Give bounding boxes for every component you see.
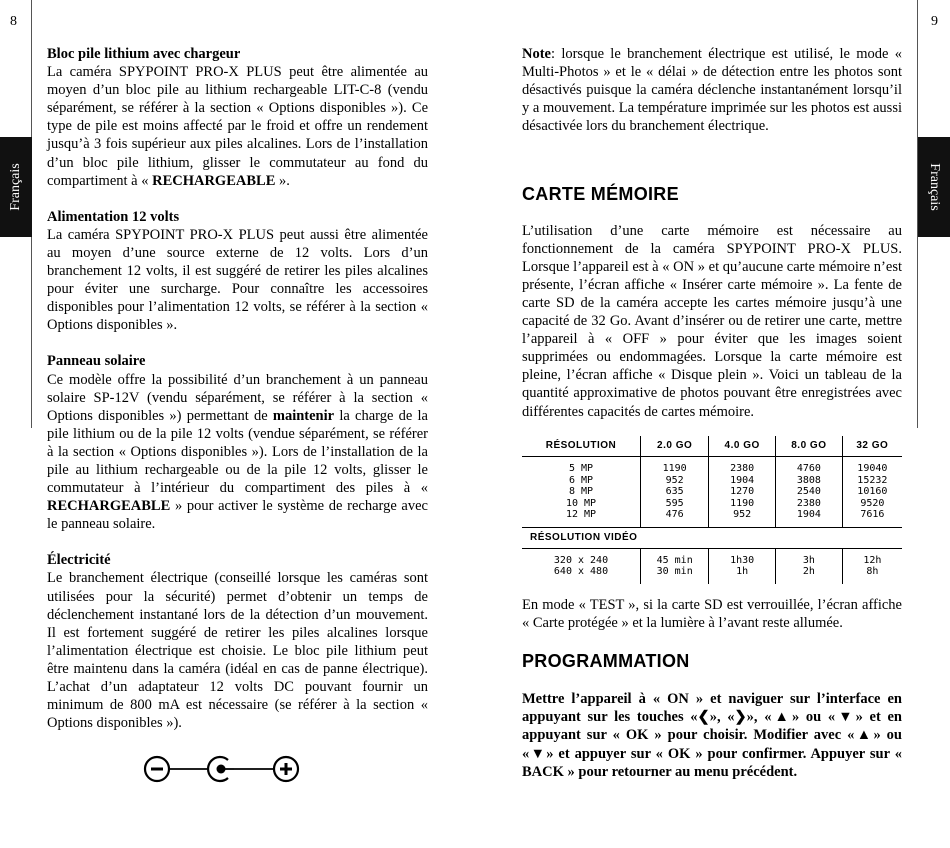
table-cell: 1h30 bbox=[709, 555, 776, 567]
table-spacer-cell bbox=[522, 578, 641, 584]
section-solar bbox=[47, 352, 428, 533]
section-lithium bbox=[47, 45, 428, 190]
table-cell: 8h bbox=[842, 566, 902, 578]
section-title: Panneau solaire bbox=[47, 353, 146, 370]
table-cell: 45 min bbox=[641, 555, 709, 567]
table-header-cell: 32 GO bbox=[842, 436, 902, 457]
table-spacer-row bbox=[522, 578, 902, 584]
table-cell: 30 min bbox=[641, 566, 709, 578]
table-cell: 10 MP bbox=[565, 497, 597, 509]
table-cell: 6 MP bbox=[568, 474, 594, 486]
table-cell: 1904 bbox=[709, 475, 776, 487]
table-cell: 12 MP bbox=[565, 509, 597, 520]
table-row bbox=[522, 463, 902, 475]
section-title: Électricité bbox=[47, 552, 111, 569]
table-cell: 2380 bbox=[709, 463, 776, 475]
table-row bbox=[522, 555, 902, 567]
table-header-row bbox=[522, 436, 902, 457]
table-cell: 4760 bbox=[776, 463, 843, 475]
note-paragraph: Note: lorsque le branchement électrique est utilisé, le mode « Multi-Photos » et le « délai » de détection entre les photos sont désactivés puisque la caméra déclenche instantanément lorsqu’il y a mouvement. La température imprimée sur les photos est aussi désactivée lors du branchement électrique. bbox=[522, 46, 902, 135]
memory-card-body: L’utilisation d’une carte mémoire est nécessaire au fonctionnement de la caméra SPYPOINT PRO-X PLUS. Lorsque l’appareil est à « ON » et qu’aucune carte mémoire n’est présente, l’écran affiche « Insérer carte mémoire ». La fente de carte SD de la caméra accepte les cartes mémoire jusqu’à une capacité de 32 Go. Avant d’insérer ou de retirer une carte, mettre l’appareil à « OFF » pour éviter que les images soient supprimées ou endommagées. Lorsque la carte mémoire est pleine, l’écran affiche « Disque plein ». Voici un tableau de la quantité approximative de photos pouvant être enregistrées avec différentes capacités de cartes mémoire. bbox=[522, 222, 902, 420]
table-header-cell: 4.0 GO bbox=[709, 436, 776, 457]
section-title: Bloc pile lithium avec chargeur bbox=[47, 46, 241, 62]
test-mode-paragraph: En mode « TEST », si la carte SD est verrouillée, l’écran affiche « Carte protégée » et la lumière à l’avant reste allumée. bbox=[522, 597, 902, 632]
table-spacer-cell bbox=[709, 578, 776, 584]
page-number-left: 8 bbox=[10, 14, 17, 29]
table-spacer-cell bbox=[641, 578, 709, 584]
capacity-table bbox=[522, 436, 902, 584]
table-cell: 7616 bbox=[842, 509, 902, 521]
left-column bbox=[47, 45, 428, 750]
table-cell: 5 MP bbox=[568, 463, 594, 474]
table-cell: 476 bbox=[641, 509, 709, 521]
page-number-right: 9 bbox=[931, 14, 938, 29]
right-column bbox=[522, 45, 902, 421]
table-cell: 1190 bbox=[641, 463, 709, 475]
table-cell: 2540 bbox=[776, 486, 843, 498]
table-header-cell: 8.0 GO bbox=[776, 436, 843, 457]
section-12v bbox=[47, 208, 428, 335]
right-column-lower bbox=[522, 596, 902, 781]
table-cell: 595 bbox=[641, 498, 709, 510]
table-cell: 19040 bbox=[842, 463, 902, 475]
memory-card-heading: CARTE MÉMOIRE bbox=[522, 184, 679, 205]
table-cell: 3h bbox=[776, 555, 843, 567]
table-cell: 1h bbox=[709, 566, 776, 578]
table-cell: 635 bbox=[641, 486, 709, 498]
language-tab-label: Français bbox=[927, 163, 942, 211]
table-cell: 1270 bbox=[709, 486, 776, 498]
table-cell: 952 bbox=[709, 509, 776, 521]
table-cell: 2380 bbox=[776, 498, 843, 510]
table-cell: 8 MP bbox=[568, 486, 594, 497]
section-title: Alimentation 12 volts bbox=[47, 208, 180, 225]
language-tab-right bbox=[918, 137, 950, 237]
table-row bbox=[522, 498, 902, 510]
section-body: Le branchement électrique (conseillé lorsque les caméras sont utilisées pour la sécurité) permet d’obtenir un temps de déclenchement instantané lors de la détection d’un mouvement. Il est fortement suggéré de retirer les piles alcalines lorsque l’alimentation électrique est choisie. Le bloc pile lithium peut être maintenu dans la caméra (idéal en cas de panne électrique). L’achat d’un adaptateur 12 volts DC pouvant fournir un minimum de 800 mA est nécessaire (se référer à la section « Options disponibles »). bbox=[47, 570, 428, 732]
programming-body: Mettre l’appareil à « ON » et naviguer sur l’interface en appuyant sur les touches «❮», «❯», «▲» ou «▼» et en appuyant sur « OK » pour choisir. Modifier avec «▲» ou «▼» et appuyer sur « OK » pour confirmer. Appuyer sur « BACK » pour retourner au menu précédent. bbox=[522, 691, 902, 780]
table-row bbox=[522, 475, 902, 487]
table-cell: 15232 bbox=[842, 475, 902, 487]
video-subheader: RÉSOLUTION VIDÉO bbox=[522, 527, 902, 548]
table-row bbox=[522, 509, 902, 521]
table-spacer-cell bbox=[842, 578, 902, 584]
language-tab-left bbox=[0, 137, 32, 237]
table-cell: 1190 bbox=[709, 498, 776, 510]
section-body: La caméra SPYPOINT PRO-X PLUS peut aussi être alimentée au moyen d’une source externe de 12 volts. Lors d’un branchement 12 volts, il est suggéré de retirer les piles alcalines pour éviter une surcharge. Pour connaître les accessoires disponibles pour l’alimentation 12 volts, se référer à la section « Options disponibles ». bbox=[47, 226, 428, 334]
table-cell: 10160 bbox=[842, 486, 902, 498]
section-body: Ce modèle offre la possibilité d’un branchement à un panneau solaire SP-12V (vendu séparément, se référer à la section « Options disponibles ») permettant de maintenir la charge de la pile lithium ou de la pile 12 volts (vendue séparément, se référer à la section « Options disponibles »). Lors de l’installation de la pile au lithium rechargeable ou de la pile 12 volts, glisser le commutateur à l’intérieur du compartiment des piles à « RECHARGEABLE » pour activer le système de recharge avec le panneau solaire. bbox=[47, 371, 428, 533]
table-row bbox=[522, 566, 902, 578]
programming-heading: PROGRAMMATION bbox=[522, 651, 690, 672]
table-cell: 12h bbox=[842, 555, 902, 567]
table-cell: 640 x 480 bbox=[553, 566, 609, 577]
table-cell: 9520 bbox=[842, 498, 902, 510]
video-subheader-row bbox=[522, 527, 902, 548]
table-header-cell: 2.0 GO bbox=[641, 436, 709, 457]
table-cell: 320 x 240 bbox=[553, 554, 609, 566]
table-row bbox=[522, 486, 902, 498]
table-cell: 2h bbox=[776, 566, 843, 578]
polarity-symbol-icon bbox=[140, 750, 302, 790]
language-tab-label: Français bbox=[8, 163, 23, 211]
table-header-cell: RÉSOLUTION bbox=[522, 436, 641, 457]
table-spacer-cell bbox=[776, 578, 843, 584]
table-cell: 952 bbox=[641, 475, 709, 487]
table-cell: 3808 bbox=[776, 475, 843, 487]
table-cell: 1904 bbox=[776, 509, 843, 521]
section-electricity bbox=[47, 551, 428, 732]
section-body: La caméra SPYPOINT PRO-X PLUS peut être alimentée au moyen d’un bloc pile au lithium rechargeable LIT-C-8 (vendu séparément, se référer à la section « Options disponibles »). Ce type de pile est moins affecté par le froid et offre un rendement jusqu’à 3 fois supérieur aux piles alcalines. Lors de l’installation d’un bloc pile lithium, glisser le commutateur au fond du compartiment à « RECHARGEABLE ». bbox=[47, 64, 428, 189]
